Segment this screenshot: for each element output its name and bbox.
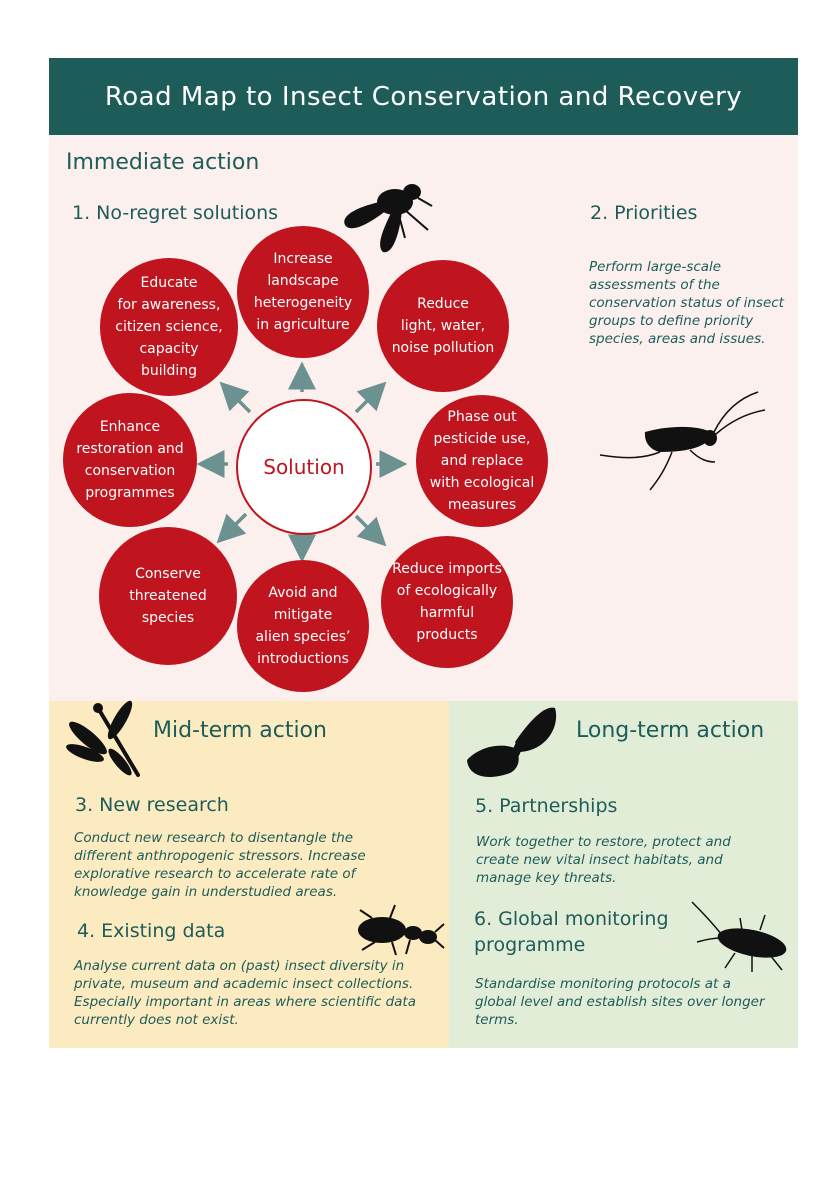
monitoring-heading-line1: 6. Global monitoring <box>474 908 669 930</box>
monitoring-heading-line2: programme <box>474 934 586 956</box>
solution-reduce-pollution: Reduce light, water, noise pollution <box>377 260 509 392</box>
solution-reduce-imports: Reduce imports of ecologically harmful products <box>381 536 513 668</box>
mid-term-heading: Mid-term action <box>153 718 327 743</box>
partnerships-heading: 5. Partnerships <box>475 795 618 817</box>
cockroach-icon <box>692 902 789 972</box>
existing-data-heading: 4. Existing data <box>77 920 226 942</box>
fly-icon <box>344 184 432 252</box>
monitoring-text: Standardise monitoring protocols at a global level and establish sites over longer terms. <box>475 976 765 1028</box>
new-research-text: Conduct new research to disentangle the different anthropogenic stressors. Increase explorative research to accelerate rate of knowledge gain in understudied areas. <box>74 830 366 900</box>
solution-landscape-heterogeneity: Increase landscape heterogeneity in agriculture <box>237 226 369 358</box>
existing-data-text: Analyse current data on (past) insect diversity in private, museum and academic insect collections. Especially important in areas where scientific data currently does not exist. <box>74 958 416 1028</box>
immediate-action-heading: Immediate action <box>66 150 260 175</box>
cricket-icon <box>600 392 765 490</box>
partnerships-text: Work together to restore, protect and create new vital insect habitats, and manage key threats. <box>476 834 731 886</box>
solution-center: Solution <box>236 399 372 535</box>
butterfly-icon <box>467 708 556 777</box>
new-research-heading: 3. New research <box>75 794 229 816</box>
solution-enhance-restoration: Enhance restoration and conservation programmes <box>63 393 197 527</box>
solution-educate: Educate for awareness, citizen science, capacity building <box>100 258 238 396</box>
dragonfly-icon <box>64 698 138 778</box>
page-title: Road Map to Insect Conservation and Recovery <box>104 81 743 112</box>
beetle-icon <box>358 905 444 955</box>
no-regret-heading: 1. No-regret solutions <box>72 202 279 224</box>
priorities-heading: 2. Priorities <box>590 202 698 224</box>
solution-phase-out-pesticides: Phase out pesticide use, and replace with ecological measures <box>416 395 548 527</box>
solution-conserve-threatened: Conserve threatened species <box>99 527 237 665</box>
solution-alien-species: Avoid and mitigate alien species’ introductions <box>237 560 369 692</box>
long-term-heading: Long-term action <box>576 718 765 743</box>
priorities-text: Perform large-scale assessments of the conservation status of insect groups to define priority species, areas and issues. <box>589 259 784 347</box>
